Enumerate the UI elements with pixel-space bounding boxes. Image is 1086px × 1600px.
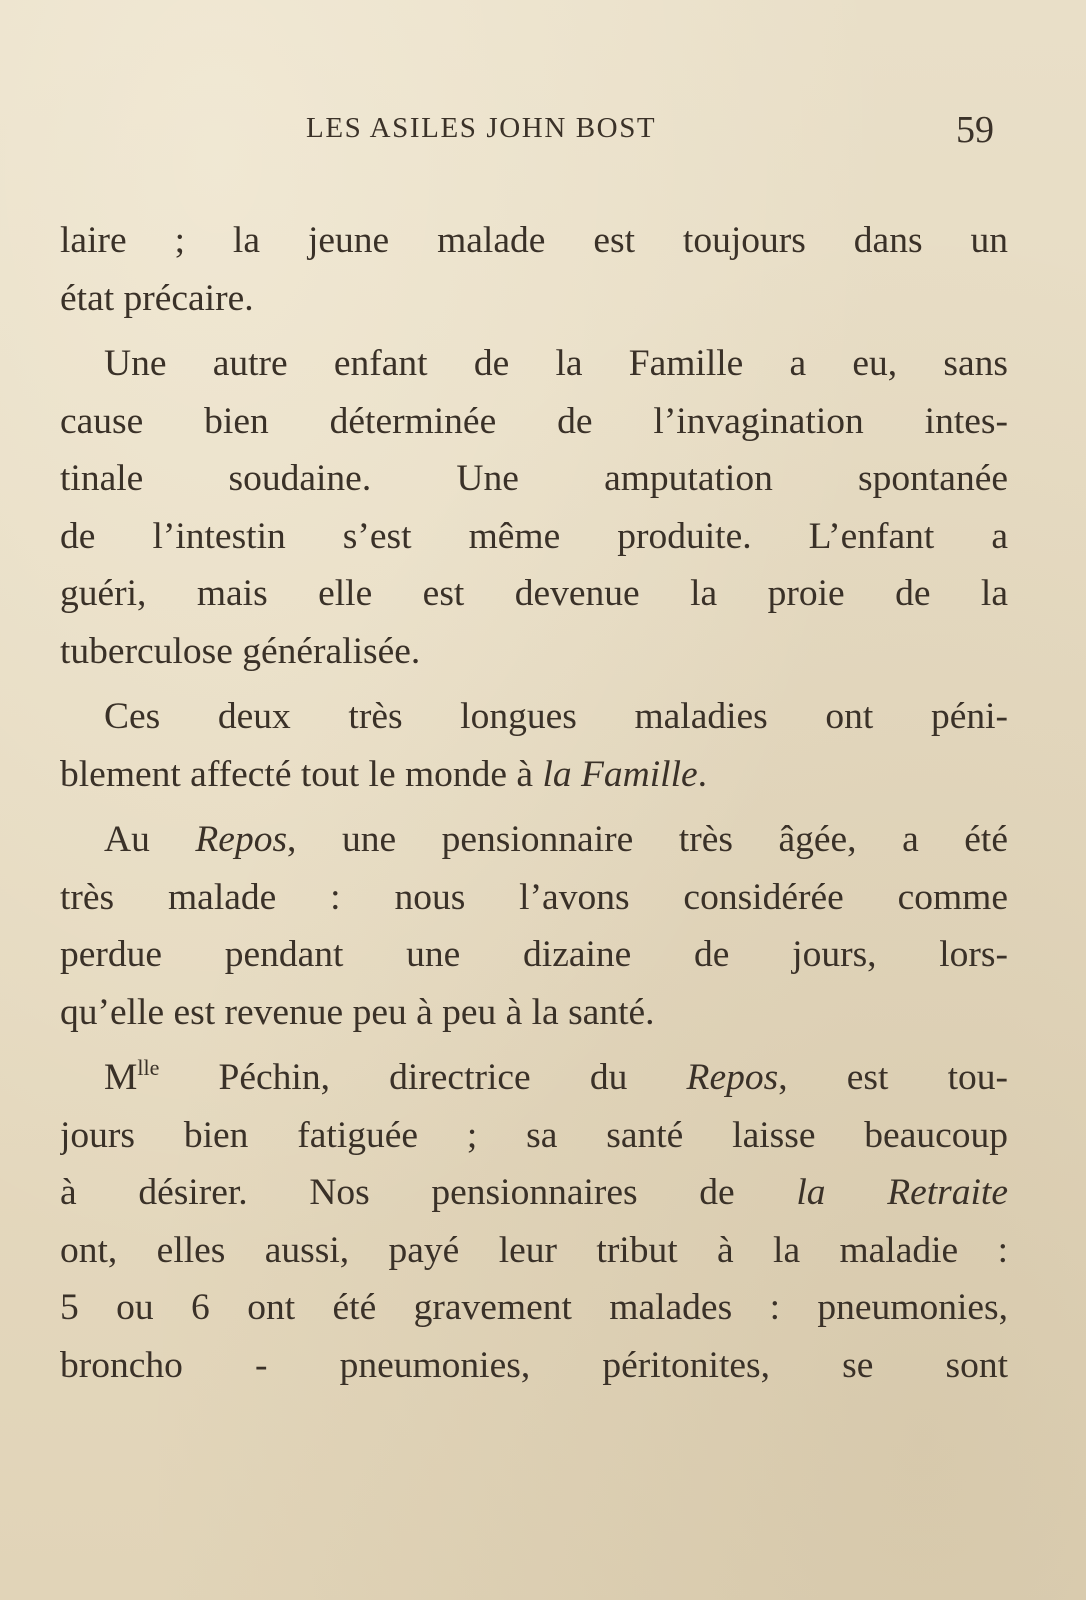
italic-title: Repos (686, 1057, 779, 1098)
italic-title: la Famille (542, 753, 698, 795)
text-run: , une pensionnaire très âgée, a été (287, 819, 1008, 860)
text-line: très malade : nous l’avons considérée comme (60, 876, 1008, 918)
text-line (60, 1164, 1008, 1222)
text-line: Une autre enfant de la Famille a eu, sans (104, 343, 1008, 384)
text-line: broncho - pneumonies, péritonites, se sont (60, 1344, 1008, 1386)
text-line: cause bien déterminée de l’invagination intes- (60, 400, 1008, 442)
paragraph-4 (60, 811, 1008, 1041)
body-text (60, 212, 1008, 1394)
text-line: état précaire. (60, 277, 254, 319)
text-line: de l’intestin s’est même produite. L’enfant a (60, 515, 1008, 557)
italic-title: la Retraite (796, 1172, 1008, 1213)
text-line (60, 746, 1008, 804)
text-run: , est tou- (778, 1057, 1008, 1098)
text-line: jours bien fatiguée ; sa santé laisse beaucoup (60, 1114, 1008, 1156)
text-run: à désirer. Nos pensionnaires de (60, 1172, 797, 1213)
text-run: blement affecté tout le monde à (60, 753, 543, 795)
text-run: Au (104, 819, 196, 860)
text-run: . (697, 753, 708, 795)
text-line: laire ; la jeune malade est toujours dans un (60, 220, 1008, 261)
text-line: tuberculose généralisée. (60, 630, 421, 672)
paragraph-3 (60, 688, 1008, 803)
text-line: perdue pendant une dizaine de jours, lors- (60, 934, 1008, 975)
paragraph-2 (60, 335, 1008, 680)
text-line: guéri, mais elle est devenue la proie de la (60, 573, 1008, 614)
text-line: ont, elles aussi, payé leur tribut à la maladie : (60, 1229, 1008, 1271)
text-line (60, 811, 1008, 869)
superscript: lle (137, 1055, 160, 1080)
page-number: 59 (956, 109, 994, 151)
paragraph-1 (60, 212, 1008, 327)
text-line (60, 1049, 1008, 1107)
text-line: 5 ou 6 ont été gravement malades : pneumonies, (60, 1287, 1008, 1328)
text-line: Ces deux très longues maladies ont péni- (104, 696, 1008, 737)
running-head: LES ASILES JOHN BOST (306, 112, 657, 144)
text-line: qu’elle est revenue peu à peu à la santé. (60, 991, 655, 1033)
italic-title: Repos (195, 819, 288, 860)
text-line: tinale soudaine. Une amputation spontanée (60, 458, 1008, 499)
text-run: Péchin, directrice du (159, 1057, 687, 1098)
paragraph-5 (60, 1049, 1008, 1394)
text-run: M (104, 1057, 138, 1098)
